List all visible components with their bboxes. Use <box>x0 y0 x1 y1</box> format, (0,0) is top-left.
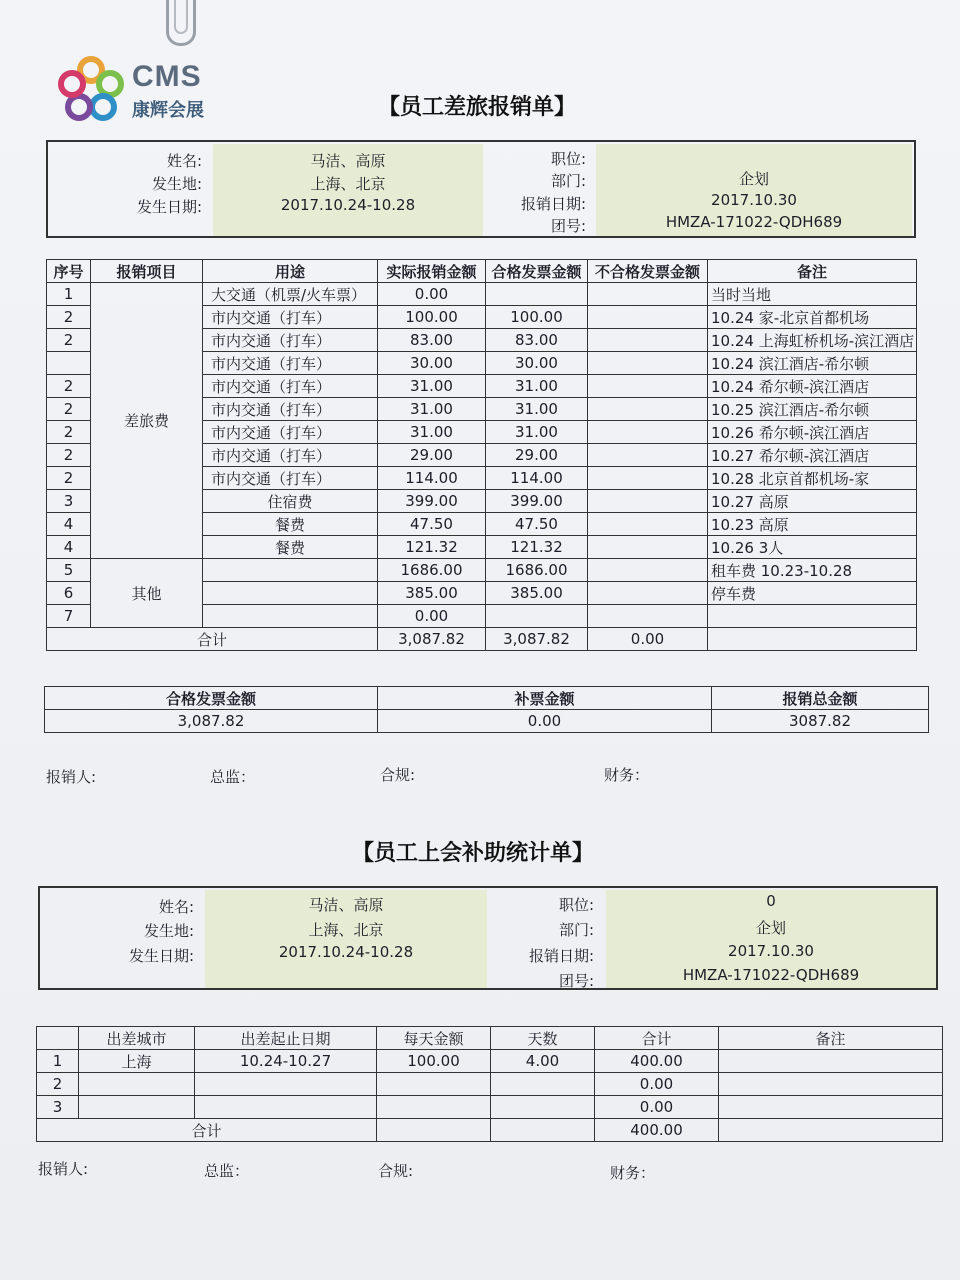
allowance-table <box>36 1026 943 1142</box>
expense-row-no: 1 <box>47 283 91 306</box>
col-header-no: 序号 <box>47 260 91 283</box>
expense-row-qualified: 121.32 <box>486 536 588 559</box>
allowance-row-city: 上海 <box>79 1050 195 1073</box>
expense-row-unqualified <box>588 283 708 306</box>
expense-summary-table <box>44 686 929 733</box>
summary-header-supplement: 补票金额 <box>378 687 712 710</box>
expense-total-actual: 3,087.82 <box>378 628 486 651</box>
expense-row-use: 住宿费 <box>203 490 378 513</box>
expense-row-unqualified <box>588 490 708 513</box>
summary-header-total: 报销总金额 <box>712 687 929 710</box>
allowance-place-value: 上海、北京 <box>308 921 384 939</box>
allowance-col-header-daily: 每天金额 <box>377 1027 491 1050</box>
allowance-group-value: HMZA-171022-QDH689 <box>682 966 860 984</box>
expense-row-unqualified <box>588 329 708 352</box>
expense-sign-compliance: 合规: <box>380 766 416 784</box>
expense-row-unqualified <box>588 467 708 490</box>
col-header-item: 报销项目 <box>91 260 203 283</box>
allowance-row-daily <box>377 1073 491 1096</box>
allowance-date-value: 2017.10.24-10.28 <box>278 943 414 961</box>
expense-row-no: 6 <box>47 582 91 605</box>
paper-clip-inner <box>174 0 188 34</box>
company-logo <box>56 54 216 128</box>
expense-category-travel: 差旅费 <box>91 283 203 559</box>
expense-row-no: 2 <box>47 306 91 329</box>
allowance-col-header-total: 合计 <box>595 1027 719 1050</box>
allowance-total-days <box>491 1119 595 1142</box>
expense-row-actual: 31.00 <box>378 421 486 444</box>
expense-row-use: 市内交通（打车） <box>203 306 378 329</box>
allowance-info-box <box>38 886 938 990</box>
col-header-note: 备注 <box>708 260 917 283</box>
expense-place-label: 发生地: <box>151 175 202 193</box>
expense-category-other: 其他 <box>91 559 203 628</box>
summary-header-row <box>45 687 929 710</box>
expense-row-note: 10.23 高原 <box>708 513 917 536</box>
expense-title: 【员工差旅报销单】 <box>378 95 577 120</box>
expense-row-note: 10.24 家-北京首都机场 <box>708 306 917 329</box>
expense-row-use: 大交通（机票/火车票） <box>203 283 378 306</box>
allowance-row-city <box>79 1073 195 1096</box>
expense-row-use: 市内交通（打车） <box>203 375 378 398</box>
allowance-sign-claimant: 报销人: <box>38 1160 89 1178</box>
expense-row <box>47 559 917 582</box>
expense-total-label: 合计 <box>47 628 378 651</box>
allowance-row-no: 2 <box>37 1073 79 1096</box>
expense-row-qualified: 385.00 <box>486 582 588 605</box>
expense-row-unqualified <box>588 398 708 421</box>
expense-row-use <box>203 559 378 582</box>
allowance-header-row <box>37 1027 943 1050</box>
expense-row-no: 7 <box>47 605 91 628</box>
allowance-row-days: 4.00 <box>491 1050 595 1073</box>
expense-row-actual: 0.00 <box>378 605 486 628</box>
expense-row-use: 市内交通（打车） <box>203 467 378 490</box>
expense-date-label: 发生日期: <box>136 198 202 216</box>
summary-value-supplement: 0.00 <box>378 710 712 733</box>
expense-total-qualified: 3,087.82 <box>486 628 588 651</box>
expense-row-actual: 83.00 <box>378 329 486 352</box>
allowance-row-note <box>719 1096 943 1119</box>
expense-row-qualified: 83.00 <box>486 329 588 352</box>
summary-header-qualified: 合格发票金额 <box>45 687 378 710</box>
expense-row-actual: 31.00 <box>378 398 486 421</box>
allowance-row-dates: 10.24-10.27 <box>195 1050 377 1073</box>
col-header-qualified: 合格发票金额 <box>486 260 588 283</box>
expense-claim-date-value: 2017.10.30 <box>711 191 797 209</box>
expense-row-no: 2 <box>47 375 91 398</box>
expense-sign-claimant: 报销人: <box>46 768 97 786</box>
expense-header-row <box>47 260 917 283</box>
expense-row-actual: 31.00 <box>378 375 486 398</box>
allowance-row-city <box>79 1096 195 1119</box>
expense-row-qualified: 31.00 <box>486 421 588 444</box>
allowance-title: 【员工上会补助统计单】 <box>352 841 595 866</box>
expense-claim-date-label: 报销日期: <box>520 195 586 213</box>
expense-row-note: 10.28 北京首都机场-家 <box>708 467 917 490</box>
col-header-use: 用途 <box>203 260 378 283</box>
allowance-place-label: 发生地: <box>143 922 194 940</box>
allowance-row-days <box>491 1096 595 1119</box>
expense-row-actual: 100.00 <box>378 306 486 329</box>
expense-row-use: 餐费 <box>203 536 378 559</box>
expense-date-value: 2017.10.24-10.28 <box>280 196 416 214</box>
expense-row-qualified: 399.00 <box>486 490 588 513</box>
expense-row-note: 10.26 3人 <box>708 536 917 559</box>
expense-sign-director: 总监： <box>210 768 256 786</box>
expense-row-no: 4 <box>47 513 91 536</box>
allowance-sign-compliance: 合规: <box>378 1162 414 1180</box>
expense-row-note: 10.27 希尔顿-滨江酒店 <box>708 444 917 467</box>
allowance-row-days <box>491 1073 595 1096</box>
expense-dept-value: 企划 <box>738 170 769 188</box>
expense-row-no: 2 <box>47 398 91 421</box>
expense-dept-label: 部门: <box>550 172 586 190</box>
expense-total-row <box>47 628 917 651</box>
allowance-group-label: 团号: <box>558 972 594 990</box>
expense-name-label: 姓名: <box>166 152 202 170</box>
expense-row-qualified: 29.00 <box>486 444 588 467</box>
allowance-col-header-city: 出差城市 <box>79 1027 195 1050</box>
expense-row-use: 市内交通（打车） <box>203 421 378 444</box>
expense-total-note <box>708 628 917 651</box>
allowance-col-header-dates: 出差起止日期 <box>195 1027 377 1050</box>
allowance-row-total: 0.00 <box>595 1096 719 1119</box>
expense-row-actual: 114.00 <box>378 467 486 490</box>
allowance-row <box>37 1073 943 1096</box>
expense-row-use <box>203 582 378 605</box>
allowance-dept-value: 企划 <box>755 919 786 937</box>
allowance-row-dates <box>195 1073 377 1096</box>
expense-table <box>46 259 917 651</box>
col-header-actual: 实际报销金额 <box>378 260 486 283</box>
allowance-total-daily <box>377 1119 491 1142</box>
expense-row-no: 2 <box>47 444 91 467</box>
summary-value-qualified: 3,087.82 <box>45 710 378 733</box>
expense-row-actual: 30.00 <box>378 352 486 375</box>
allowance-row-no: 3 <box>37 1096 79 1119</box>
expense-row-note: 停车费 <box>708 582 917 605</box>
allowance-row-note <box>719 1073 943 1096</box>
expense-row-use: 餐费 <box>203 513 378 536</box>
expense-row-qualified: 100.00 <box>486 306 588 329</box>
allowance-date-label: 发生日期: <box>128 947 194 965</box>
summary-value-row <box>45 710 929 733</box>
allowance-name-value: 马洁、高原 <box>308 896 384 914</box>
expense-row-no: 2 <box>47 329 91 352</box>
expense-row-unqualified <box>588 352 708 375</box>
expense-row-note: 10.24 希尔顿-滨江酒店 <box>708 375 917 398</box>
col-header-unqualified: 不合格发票金额 <box>588 260 708 283</box>
expense-row-note: 10.27 高原 <box>708 490 917 513</box>
expense-row-use: 市内交通（打车） <box>203 352 378 375</box>
expense-row-use <box>203 605 378 628</box>
expense-row-use: 市内交通（打车） <box>203 444 378 467</box>
allowance-position-label: 职位: <box>558 896 594 914</box>
expense-row-unqualified <box>588 559 708 582</box>
allowance-col-header-days: 天数 <box>491 1027 595 1050</box>
expense-row-note: 10.24 滨江酒店-希尔顿 <box>708 352 917 375</box>
expense-row-actual: 399.00 <box>378 490 486 513</box>
logo-brand: CMS <box>132 60 202 93</box>
expense-row-qualified: 31.00 <box>486 375 588 398</box>
expense-row-no: 2 <box>47 467 91 490</box>
allowance-row-dates <box>195 1096 377 1119</box>
expense-row <box>47 283 917 306</box>
allowance-total-note <box>719 1119 943 1142</box>
expense-row-actual: 121.32 <box>378 536 486 559</box>
allowance-row-no: 1 <box>37 1050 79 1073</box>
expense-row-note: 当时当地 <box>708 283 917 306</box>
allowance-row <box>37 1096 943 1119</box>
expense-group-label: 团号: <box>550 217 586 235</box>
logo-brand-cn: 康辉会展 <box>132 100 204 121</box>
allowance-claim-date-label: 报销日期: <box>528 947 594 965</box>
expense-row-use: 市内交通（打车） <box>203 398 378 421</box>
expense-row-unqualified <box>588 513 708 536</box>
expense-row-unqualified <box>588 444 708 467</box>
allowance-total-label: 合计 <box>37 1119 377 1142</box>
expense-row-unqualified <box>588 421 708 444</box>
expense-row-unqualified <box>588 582 708 605</box>
expense-group-value: HMZA-171022-QDH689 <box>665 213 843 231</box>
expense-row-note: 10.25 滨江酒店-希尔顿 <box>708 398 917 421</box>
expense-row-actual: 47.50 <box>378 513 486 536</box>
expense-sign-finance: 财务： <box>604 766 650 784</box>
expense-row-actual: 0.00 <box>378 283 486 306</box>
expense-row-unqualified <box>588 375 708 398</box>
expense-row-actual: 1686.00 <box>378 559 486 582</box>
allowance-col-header-no <box>37 1027 79 1050</box>
expense-row-no: 4 <box>47 536 91 559</box>
allowance-row-note <box>719 1050 943 1073</box>
expense-row-qualified <box>486 283 588 306</box>
expense-row-note <box>708 605 917 628</box>
allowance-row-daily: 100.00 <box>377 1050 491 1073</box>
expense-row-qualified: 47.50 <box>486 513 588 536</box>
expense-info-box <box>46 140 916 238</box>
flower-logo-icon <box>56 54 126 126</box>
expense-row-no: 3 <box>47 490 91 513</box>
allowance-sign-finance: 财务： <box>610 1164 656 1182</box>
expense-row-actual: 29.00 <box>378 444 486 467</box>
allowance-row <box>37 1050 943 1073</box>
allowance-sign-director: 总监： <box>204 1162 250 1180</box>
expense-row-qualified: 30.00 <box>486 352 588 375</box>
allowance-position-value: 0 <box>766 892 776 910</box>
expense-position-label: 职位: <box>550 150 586 168</box>
expense-row-qualified <box>486 605 588 628</box>
allowance-dept-label: 部门: <box>558 921 594 939</box>
expense-row-note: 10.26 希尔顿-滨江酒店 <box>708 421 917 444</box>
expense-row-unqualified <box>588 306 708 329</box>
expense-row-unqualified <box>588 536 708 559</box>
allowance-total-row <box>37 1119 943 1142</box>
expense-row-no: 5 <box>47 559 91 582</box>
allowance-claim-date-value: 2017.10.30 <box>728 942 814 960</box>
expense-row-note: 10.24 上海虹桥机场-滨江酒店 <box>708 329 917 352</box>
expense-row-unqualified <box>588 605 708 628</box>
expense-row-qualified: 31.00 <box>486 398 588 421</box>
expense-place-value: 上海、北京 <box>310 175 386 193</box>
allowance-total-value: 400.00 <box>595 1119 719 1142</box>
expense-name-value: 马洁、高原 <box>310 152 386 170</box>
expense-row-note: 租车费 10.23-10.28 <box>708 559 917 582</box>
allowance-row-total: 400.00 <box>595 1050 719 1073</box>
expense-row-no: 2 <box>47 421 91 444</box>
allowance-row-total: 0.00 <box>595 1073 719 1096</box>
allowance-row-daily <box>377 1096 491 1119</box>
expense-row-qualified: 114.00 <box>486 467 588 490</box>
expense-row-no <box>47 352 91 375</box>
expense-row-qualified: 1686.00 <box>486 559 588 582</box>
expense-row-actual: 385.00 <box>378 582 486 605</box>
summary-value-total: 3087.82 <box>712 710 929 733</box>
allowance-name-label: 姓名: <box>158 898 194 916</box>
expense-total-unqualified: 0.00 <box>588 628 708 651</box>
expense-row-use: 市内交通（打车） <box>203 329 378 352</box>
allowance-col-header-note: 备注 <box>719 1027 943 1050</box>
